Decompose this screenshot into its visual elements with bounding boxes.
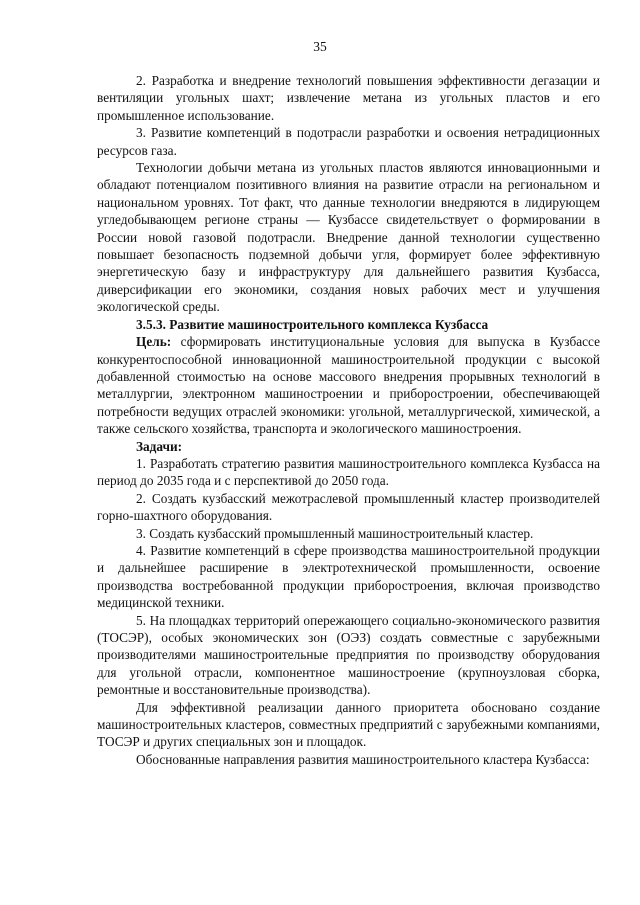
task-item-2: 2. Создать кузбасский межотраслевой промышленный кластер производителей горно-шахтного оборудования. xyxy=(97,490,600,524)
paragraph-task-2-methane: 2. Разработка и внедрение технологий повышения эффективности дегазации и вентиляции угольных шахт; извлечение метана из угольных пластов и его промышленное использование. xyxy=(97,73,600,123)
tasks-label: Задачи: xyxy=(136,438,183,454)
goal-text: сформировать институциональные условия для выпуска в Кузбассе конкурентоспособной инновационной машиностроительной продукции с высокой добавленной стоимостью на основе массового внедрения прорывных технологий в металлургии, электронном машиностроении и приборостроении, обеспечивающей потребности ведущих отраслей экономики: угольной, металлургической, химической, а также сельского хозяйства, транспорта и экологического машиностроения. xyxy=(97,334,600,437)
task-item-4: 4. Развитие компетенций в сфере производства машиностроительной продукции и дальнейшее расширение в электротехнической промышленности, освоение производства востребованной продукции приборостроения, включая производство медицинской техники. xyxy=(97,542,600,611)
task-item-3: 3. Создать кузбасский промышленный машиностроительный кластер. xyxy=(136,525,534,541)
page-body xyxy=(97,72,600,768)
task-item-5: 5. На площадках территорий опережающего социально-экономического развития (ТОСЭР), особых экономических зон (ОЭЗ) создать совместные с зарубежными производителями машиностроительные предприятия по производству оборудования для угольной отрасли, компонентное машиностроение (крупноузловая сборка, ремонтные и восстановительные производства). xyxy=(97,612,600,698)
closing-paragraph-2: Обоснованные направления развития машиностроительного кластера Кузбасса: xyxy=(136,751,590,767)
closing-paragraph-1: Для эффективной реализации данного приоритета обосновано создание машиностроительных кластеров, совместных предприятий с зарубежными компаниями, ТОСЭР и других специальных зон и площадок. xyxy=(97,699,600,750)
section-heading: 3.5.3. Развитие машиностроительного комплекса Кузбасса xyxy=(136,316,489,332)
task-item-1: 1. Разработать стратегию развития машиностроительного комплекса Кузбасса на период до 2035 года и с перспективой до 2050 года. xyxy=(97,455,600,489)
paragraph-task-3-gas: 3. Развитие компетенций в подотрасли разработки и освоения нетрадиционных ресурсов газа. xyxy=(97,125,600,158)
paragraph-methane-technologies: Технологии добычи метана из угольных пластов являются инновационными и обладают потенциалом позитивного влияния на развитие отрасли на региональном и национальном уровнях. Тот факт, что данные технологии внедряются в лидирующем угледобывающем регионе страны — Кузбассе свидетельствует о формировании в России новой газовой подотрасли. Внедрение данной технологии существенно повышает безопасность подземной добычи угля, формирует более эффективную энергетическую базу и инфраструктуру для дальнейшего развития Кузбасса, диверсификации его экономики, создания новых рабочих мест и улучшения экологической среды. xyxy=(97,160,600,315)
goal-paragraph xyxy=(97,333,600,437)
goal-label: Цель: xyxy=(136,334,172,350)
page-number: 35 xyxy=(313,39,327,54)
